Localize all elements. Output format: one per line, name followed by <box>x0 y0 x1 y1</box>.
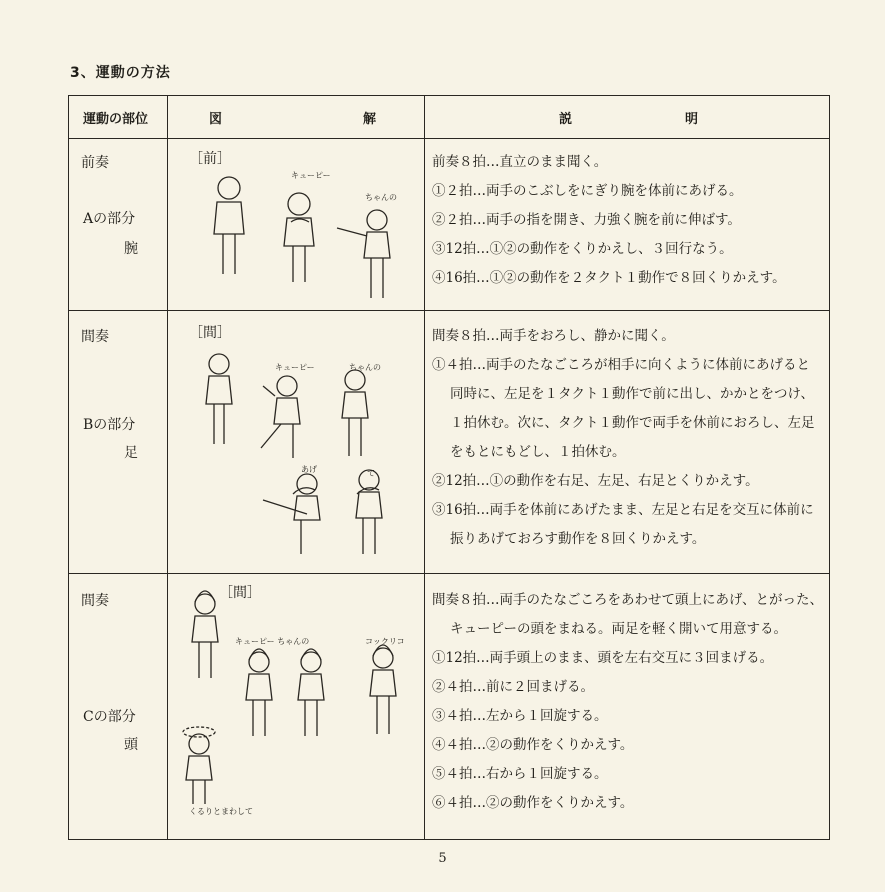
figure-caption: キューピー <box>291 171 331 180</box>
figure-bracket-b: ［間］ <box>189 325 231 341</box>
description-line: ②４拍…前に２回まげる。 <box>432 679 594 695</box>
description-line: 間奏８拍…両手のたなごころをあわせて頭上にあげ、とがった、 <box>432 592 823 608</box>
description-line: ⑥４拍…②の動作をくりかえす。 <box>432 795 634 811</box>
part-sub-c: Cの部分 <box>83 709 136 725</box>
part-sub-b: Bの部分 <box>83 417 136 433</box>
part-body-c: 頭 <box>124 737 138 753</box>
description-line: ③12拍…①②の動作をくりかえし、３回行なう。 <box>432 241 733 257</box>
part-sub-a: Aの部分 <box>83 211 136 227</box>
description-line: ①４拍…両手のたなごころが相手に向くように体前にあげると <box>432 357 810 373</box>
figure-caption: キューピー ちゃんの <box>235 637 310 646</box>
figure-bracket-a: ［前］ <box>189 151 231 167</box>
row-divider <box>69 573 829 574</box>
description-line: 振りあげておろす動作を８回くりかえす。 <box>450 531 706 547</box>
figure-caption: くるりとまわして <box>189 807 253 816</box>
description-line: ④16拍…①②の動作を２タクト１動作で８回くりかえす。 <box>432 270 786 286</box>
exercise-table <box>68 95 830 840</box>
description-line: 同時に、左足を１タクト１動作で前に出し、かかとをつけ、 <box>450 386 814 402</box>
description-line: ⑤４拍…右から１回旋する。 <box>432 766 608 782</box>
figure-caption: ちゃんの <box>349 363 381 372</box>
figure-bracket-c: ［間］ <box>219 585 261 601</box>
kewpie-figure-illustration <box>177 582 417 810</box>
description-line: ②２拍…両手の指を開き、力強く腕を前に伸ばす。 <box>432 212 741 228</box>
header-part: 運動の部位 <box>83 111 149 127</box>
description-line: ③16拍…両手を体前にあげたまま、左足と右足を交互に体前に <box>432 502 814 518</box>
header-figure-right: 解 <box>363 111 377 127</box>
part-body-a: 腕 <box>124 241 138 257</box>
figure-caption: キューピー <box>275 363 315 372</box>
figure-caption: て <box>367 469 375 478</box>
description-block-b <box>432 322 815 554</box>
figure-caption: コックリコ <box>365 637 405 646</box>
figure-caption: ちゃんの <box>365 193 397 202</box>
description-block-a <box>432 148 786 293</box>
description-line: ①２拍…両手のこぶしをにぎり腕を体前にあげる。 <box>432 183 743 199</box>
section-title: 3、運動の方法 <box>70 65 171 81</box>
description-block-c <box>432 586 823 818</box>
description-line: 前奏８拍…直立のまま聞く。 <box>432 154 608 170</box>
kewpie-figure-illustration <box>199 166 419 306</box>
description-line: ④４拍…②の動作をくりかえす。 <box>432 737 634 753</box>
column-divider <box>167 96 168 839</box>
description-line: ③４拍…左から１回旋する。 <box>432 708 608 724</box>
description-line: ②12拍…①の動作を右足、左足、右足とくりかえす。 <box>432 473 759 489</box>
kewpie-figure-illustration <box>189 346 414 561</box>
row-divider <box>69 138 829 139</box>
description-line: ①12拍…両手頭上のまま、頭を左右交互に３回まげる。 <box>432 650 774 666</box>
description-line: をもとにもどし、１拍休む。 <box>450 444 626 460</box>
part-label-b: 間奏 <box>81 329 109 345</box>
header-desc-right: 明 <box>685 111 699 127</box>
part-body-b: 足 <box>124 445 138 461</box>
figure-caption: あげ <box>301 465 317 474</box>
row-divider <box>69 310 829 311</box>
header-desc-left: 説 <box>559 111 573 127</box>
description-line: １拍休む。次に、タクト１動作で両手を休前におろし、左足 <box>450 415 815 431</box>
description-line: キューピーの頭をまねる。両足を軽く開いて用意する。 <box>450 621 787 637</box>
part-label-c: 間奏 <box>81 593 109 609</box>
page-number: 5 <box>438 851 447 866</box>
description-line: 間奏８拍…両手をおろし、静かに聞く。 <box>432 328 675 344</box>
header-figure-left: 図 <box>209 111 223 127</box>
column-divider <box>424 96 425 839</box>
part-label-a: 前奏 <box>81 155 109 171</box>
